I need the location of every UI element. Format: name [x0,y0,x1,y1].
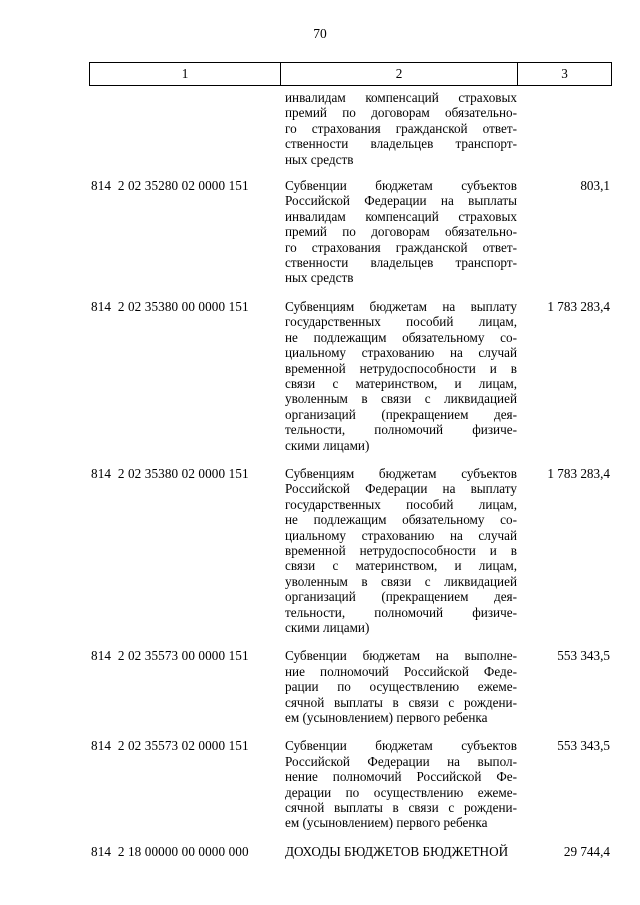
budget-code [91,648,249,664]
description-line: ние полномочий Российской Феде- [285,663,517,679]
column-header-1: 1 [90,63,281,86]
description-line: нение полномочий Российской Фе- [285,769,517,785]
budget-code [91,738,249,754]
table-row [0,466,640,635]
column-header-2: 2 [281,63,518,86]
description-line: премий по договорам обязательно- [285,224,517,240]
description-line: ных средств [285,270,354,286]
admin-code: 814 [91,738,112,754]
description-line: Субвенции бюджетам на выполне- [285,648,517,664]
amount-value: 803,1 [580,178,610,194]
revenue-description [285,466,517,635]
description-line: связи с материнством, и лицам, [285,375,517,391]
description-line: Субвенциям бюджетам субъектов [285,465,517,481]
description-line: государственных пособий лицам, [285,496,517,512]
admin-code: 814 [91,298,112,314]
amount-value: 553 343,5 [557,738,610,754]
classification-code: 2 02 35573 00 0000 151 [117,648,249,664]
classification-code: 2 02 35380 00 0000 151 [117,298,249,314]
description-line: ственности владельцев транспорт- [285,255,517,271]
column-header-table [89,62,612,86]
table-row [0,90,640,167]
admin-code: 814 [91,178,112,194]
description-line: тельности, полномочий физиче- [285,604,517,620]
column-header-row [90,63,612,86]
revenue-description [285,738,517,830]
description-line: инвалидам компенсаций страховых [285,208,517,224]
revenue-description [285,178,517,286]
description-line: циальному страхованию на случай [285,527,517,543]
column-header-3: 3 [518,63,612,86]
description-line: уволенным в связи с ликвидацией [285,391,517,407]
admin-code: 814 [91,465,112,481]
description-line: сячной выплаты в связи с рождени- [285,694,517,710]
description-line: рации по осуществлению ежеме- [285,679,517,695]
description-line: циальному страхованию на случай [285,345,517,361]
admin-code: 814 [91,648,112,664]
description-line: не подлежащим обязательному со- [285,512,517,528]
description-line: организаций (прекращением дея- [285,406,517,422]
description-line: уволенным в связи с ликвидацией [285,573,517,589]
description-line: тельности, полномочий физиче- [285,422,517,438]
table-row [0,178,640,286]
budget-code [91,178,249,194]
description-line: государственных пособий лицам, [285,314,517,330]
description-line: ственности владельцев транспорт- [285,136,517,152]
admin-code: 814 [91,843,112,859]
amount-value: 1 783 283,4 [547,465,610,481]
budget-code [91,466,249,482]
description-line: временной нетрудоспособности и в [285,542,517,558]
revenue-description [285,299,517,453]
description-line: скими лицами) [285,437,370,453]
description-line: ем (усыновлением) первого ребенка [285,710,488,726]
description-line: Российской Федерации на выплату [285,481,517,497]
page-number: 70 [313,26,327,41]
description-line: организаций (прекращением дея- [285,589,517,605]
revenue-description [285,90,517,167]
revenue-description [285,844,517,859]
table-row [0,299,640,453]
description-line: Субвенциям бюджетам на выплату [285,298,517,314]
description-line: не подлежащим обязательному со- [285,329,517,345]
description-line: ных средств [285,151,354,167]
description-line: временной нетрудоспособности и в [285,360,517,376]
revenue-description [285,648,517,725]
description-line: Субвенции бюджетам субъектов [285,178,517,194]
description-line: Субвенции бюджетам субъектов [285,738,517,754]
table-row [0,648,640,725]
description-line: связи с материнством, и лицам, [285,558,517,574]
description-line: го страхования гражданской ответ- [285,239,517,255]
amount-value: 553 343,5 [557,648,610,664]
description-line: ДОХОДЫ БЮДЖЕТОВ БЮДЖЕТНОЙ [285,843,509,859]
table-row [0,738,640,830]
description-line: сячной выплаты в связи с рождени- [285,800,517,816]
description-line: премий по договорам обязательно- [285,105,517,121]
description-line: ем (усыновлением) первого ребенка [285,815,488,831]
budget-rows [0,90,640,859]
amount-value: 29 744,4 [563,843,610,859]
description-line: дерации по осуществлению ежеме- [285,784,517,800]
table-row [0,844,640,859]
budget-code [91,844,249,860]
budget-code [91,299,249,315]
description-line: скими лицами) [285,620,370,635]
amount-value: 1 783 283,4 [547,298,610,314]
description-line: го страхования гражданской ответ- [285,120,517,136]
description-line: Российской Федерации на выплаты [285,193,517,209]
classification-code: 2 02 35573 02 0000 151 [117,738,249,754]
classification-code: 2 18 00000 00 0000 000 [117,843,249,859]
description-line: Российской Федерации на выпол- [285,753,517,769]
classification-code: 2 02 35280 02 0000 151 [117,178,249,194]
budget-code [91,90,98,106]
classification-code: 2 02 35380 02 0000 151 [117,465,249,481]
description-line: инвалидам компенсаций страховых [285,90,517,105]
